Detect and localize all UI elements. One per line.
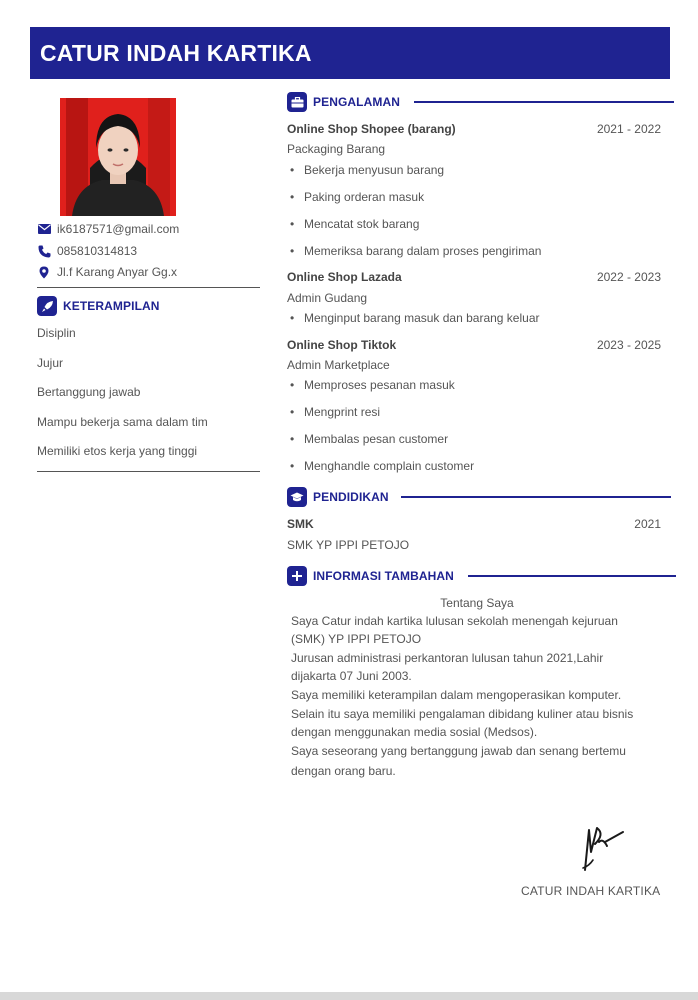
about-line: Jurusan administrasi perkantoran lulusan tahun 2021,Lahir (291, 651, 604, 665)
signature-name: CATUR INDAH KARTIKA (521, 884, 661, 898)
skill-item: Memiliki etos kerja yang tinggi (37, 444, 198, 458)
job-role: Admin Marketplace (287, 358, 390, 372)
envelope-icon (37, 222, 51, 236)
experience-header (287, 92, 674, 112)
job-task: • Menginput barang masuk dan barang keluar (290, 311, 540, 325)
contact-email (37, 222, 179, 236)
job-task: • Membalas pesan customer (290, 432, 449, 446)
job-task: • Memeriksa barang dalam proses pengiriman (290, 244, 542, 258)
job-role: Admin Gudang (287, 291, 368, 305)
about-line: Saya memiliki keterampilan dalam mengoperasikan komputer. (291, 688, 622, 702)
experience-title: PENGALAMAN (313, 95, 400, 109)
contact-address (37, 265, 177, 279)
job-company: Online Shop Lazada (287, 270, 402, 284)
skill-item: Mampu bekerja sama dalam tim (37, 415, 208, 429)
skill-item: Bertanggung jawab (37, 385, 141, 399)
email-text: ik6187571@gmail.com (57, 222, 180, 236)
education-year: 2021 (634, 517, 661, 531)
handwritten-signature (575, 820, 635, 880)
education-title: PENDIDIKAN (313, 490, 389, 504)
phone-text: 085810314813 (57, 244, 138, 258)
rocket-icon (37, 296, 57, 316)
job-task: • Mengprint resi (290, 405, 381, 419)
page-edge (0, 992, 698, 1000)
about-line: dengan menggunakan media sosial (Medsos). (291, 725, 538, 739)
education-school: SMK YP IPPI PETOJO (287, 538, 410, 552)
skills-title: KETERAMPILAN (63, 299, 160, 313)
section-rule (468, 575, 676, 577)
name-banner (30, 27, 670, 79)
job-task: • Mencatat stok barang (290, 217, 420, 231)
job-role: Packaging Barang (287, 142, 386, 156)
education-header (287, 487, 671, 507)
job-task: • Memproses pesanan masuk (290, 378, 455, 392)
job-task: • Paking orderan masuk (290, 190, 425, 204)
graduation-cap-icon (287, 487, 307, 507)
about-line: (SMK) YP IPPI PETOJO (291, 632, 422, 646)
about-line: Saya Catur indah kartika lulusan sekolah menengah kejuruan (291, 614, 618, 628)
about-line: dijakarta 07 Juni 2003. (291, 669, 412, 683)
briefcase-icon (287, 92, 307, 112)
about-subtitle: Tentang Saya (440, 596, 514, 610)
about-line: dengan orang baru. (291, 764, 396, 778)
additional-title: INFORMASI TAMBAHAN (313, 569, 454, 583)
job-years: 2021 - 2022 (596, 122, 661, 136)
education-level: SMK (287, 517, 314, 531)
job-company: Online Shop Shopee (barang) (287, 122, 456, 136)
job-years: 2022 - 2023 (596, 270, 661, 284)
job-company: Online Shop Tiktok (287, 338, 397, 352)
job-task: • Bekerja menyusun barang (290, 163, 445, 177)
job-task: • Menghandle complain customer (290, 459, 475, 473)
plus-icon (287, 566, 307, 586)
profile-photo (60, 98, 176, 216)
skills-header (37, 296, 160, 316)
address-text: Jl.f Karang Anyar Gg.x (57, 265, 178, 279)
skill-item: Disiplin (37, 326, 76, 340)
about-line: Selain itu saya memiliki pengalaman dibidang kuliner atau bisnis (291, 707, 634, 721)
divider (37, 471, 260, 472)
phone-icon (37, 244, 51, 258)
job-years: 2023 - 2025 (596, 338, 661, 352)
full-name: CATUR INDAH KARTIKA (40, 39, 312, 66)
skill-item: Jujur (37, 356, 64, 370)
divider (37, 287, 260, 288)
map-pin-icon (37, 265, 51, 279)
about-line: Saya seseorang yang bertanggung jawab dan senang bertemu (291, 744, 626, 758)
contact-phone (37, 244, 137, 258)
section-rule (414, 101, 674, 103)
section-rule (401, 496, 671, 498)
additional-header (287, 566, 676, 586)
